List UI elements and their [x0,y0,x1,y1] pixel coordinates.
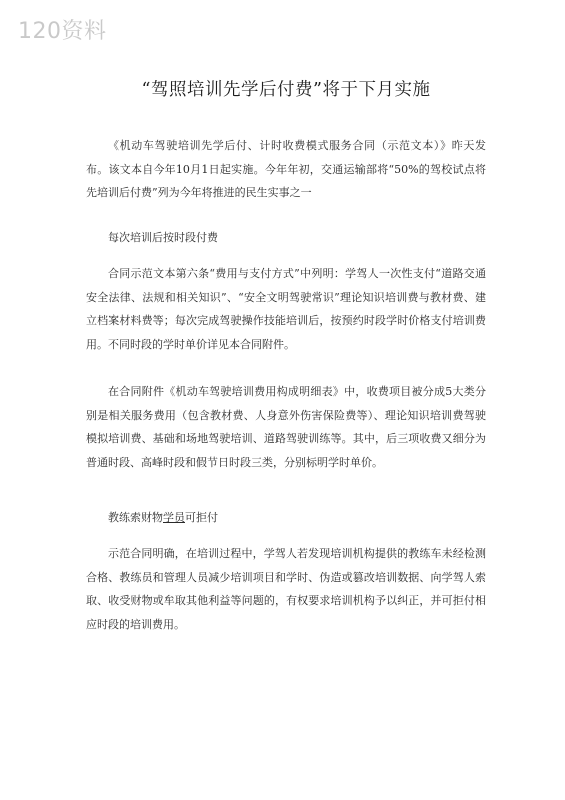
heading-part-2: 可拒付 [185,511,218,524]
section-heading-refuse [108,508,218,528]
paragraph-fee-breakdown: 在合同附件《机动车驾驶培训费用构成明细表》中，收费项目被分成5大类分别是相关服务费用（包含教材费、人身意外伤害保险费等）、理论知识培训费驾驶模拟培训费、基础和场地驾驶培训、道路驾驶训练等。其中，后三项收费又细分为普通时段、高峰时段和假节日时段三类，分别标明学时单价。 [86,385,486,469]
document-title: “驾照培训先学后付费”将于下月实施 [141,80,431,100]
paragraph-fee-terms: 合同示范文本第六条“费用与支付方式”中列明：学驾人一次性支付“道路交通安全法律、法规和相关知识”、“安全文明驾驶常识”理论知识培训费与教材费、建立档案材料费等；每次完成驾驶操作技能培训后，按预约时段学时价格支付培训费用。不同时段的学时单价详见本合同附件。 [86,267,486,351]
watermark-logo: 120资料 [18,19,107,44]
heading-part-underlined[interactable]: 学员 [163,511,185,524]
paragraph-refuse-payment: 示范合同明确，在培训过程中，学驾人若发现培训机构提供的教练车未经检测合格、教练员和管理人员减少培训项目和学时、伪造或篡改培训数据、向学驾人索取、收受财物或牟取其他利益等问题的，有权要求培训机构予以纠正，并可拒付相应时段的培训费用。 [86,547,486,631]
heading-part-1: 教练索财物 [108,511,163,524]
section-heading-payment: 每次培训后按时段付费 [108,231,218,244]
intro-paragraph: 《机动车驾驶培训先学后付、计时收费模式服务合同（示范文本）》昨天发布。该文本自今年10月1日起实施。今年年初，交通运输部将“50%的驾校试点将先培训后付费”列为今年将推进的民生实事之一 [86,139,486,199]
